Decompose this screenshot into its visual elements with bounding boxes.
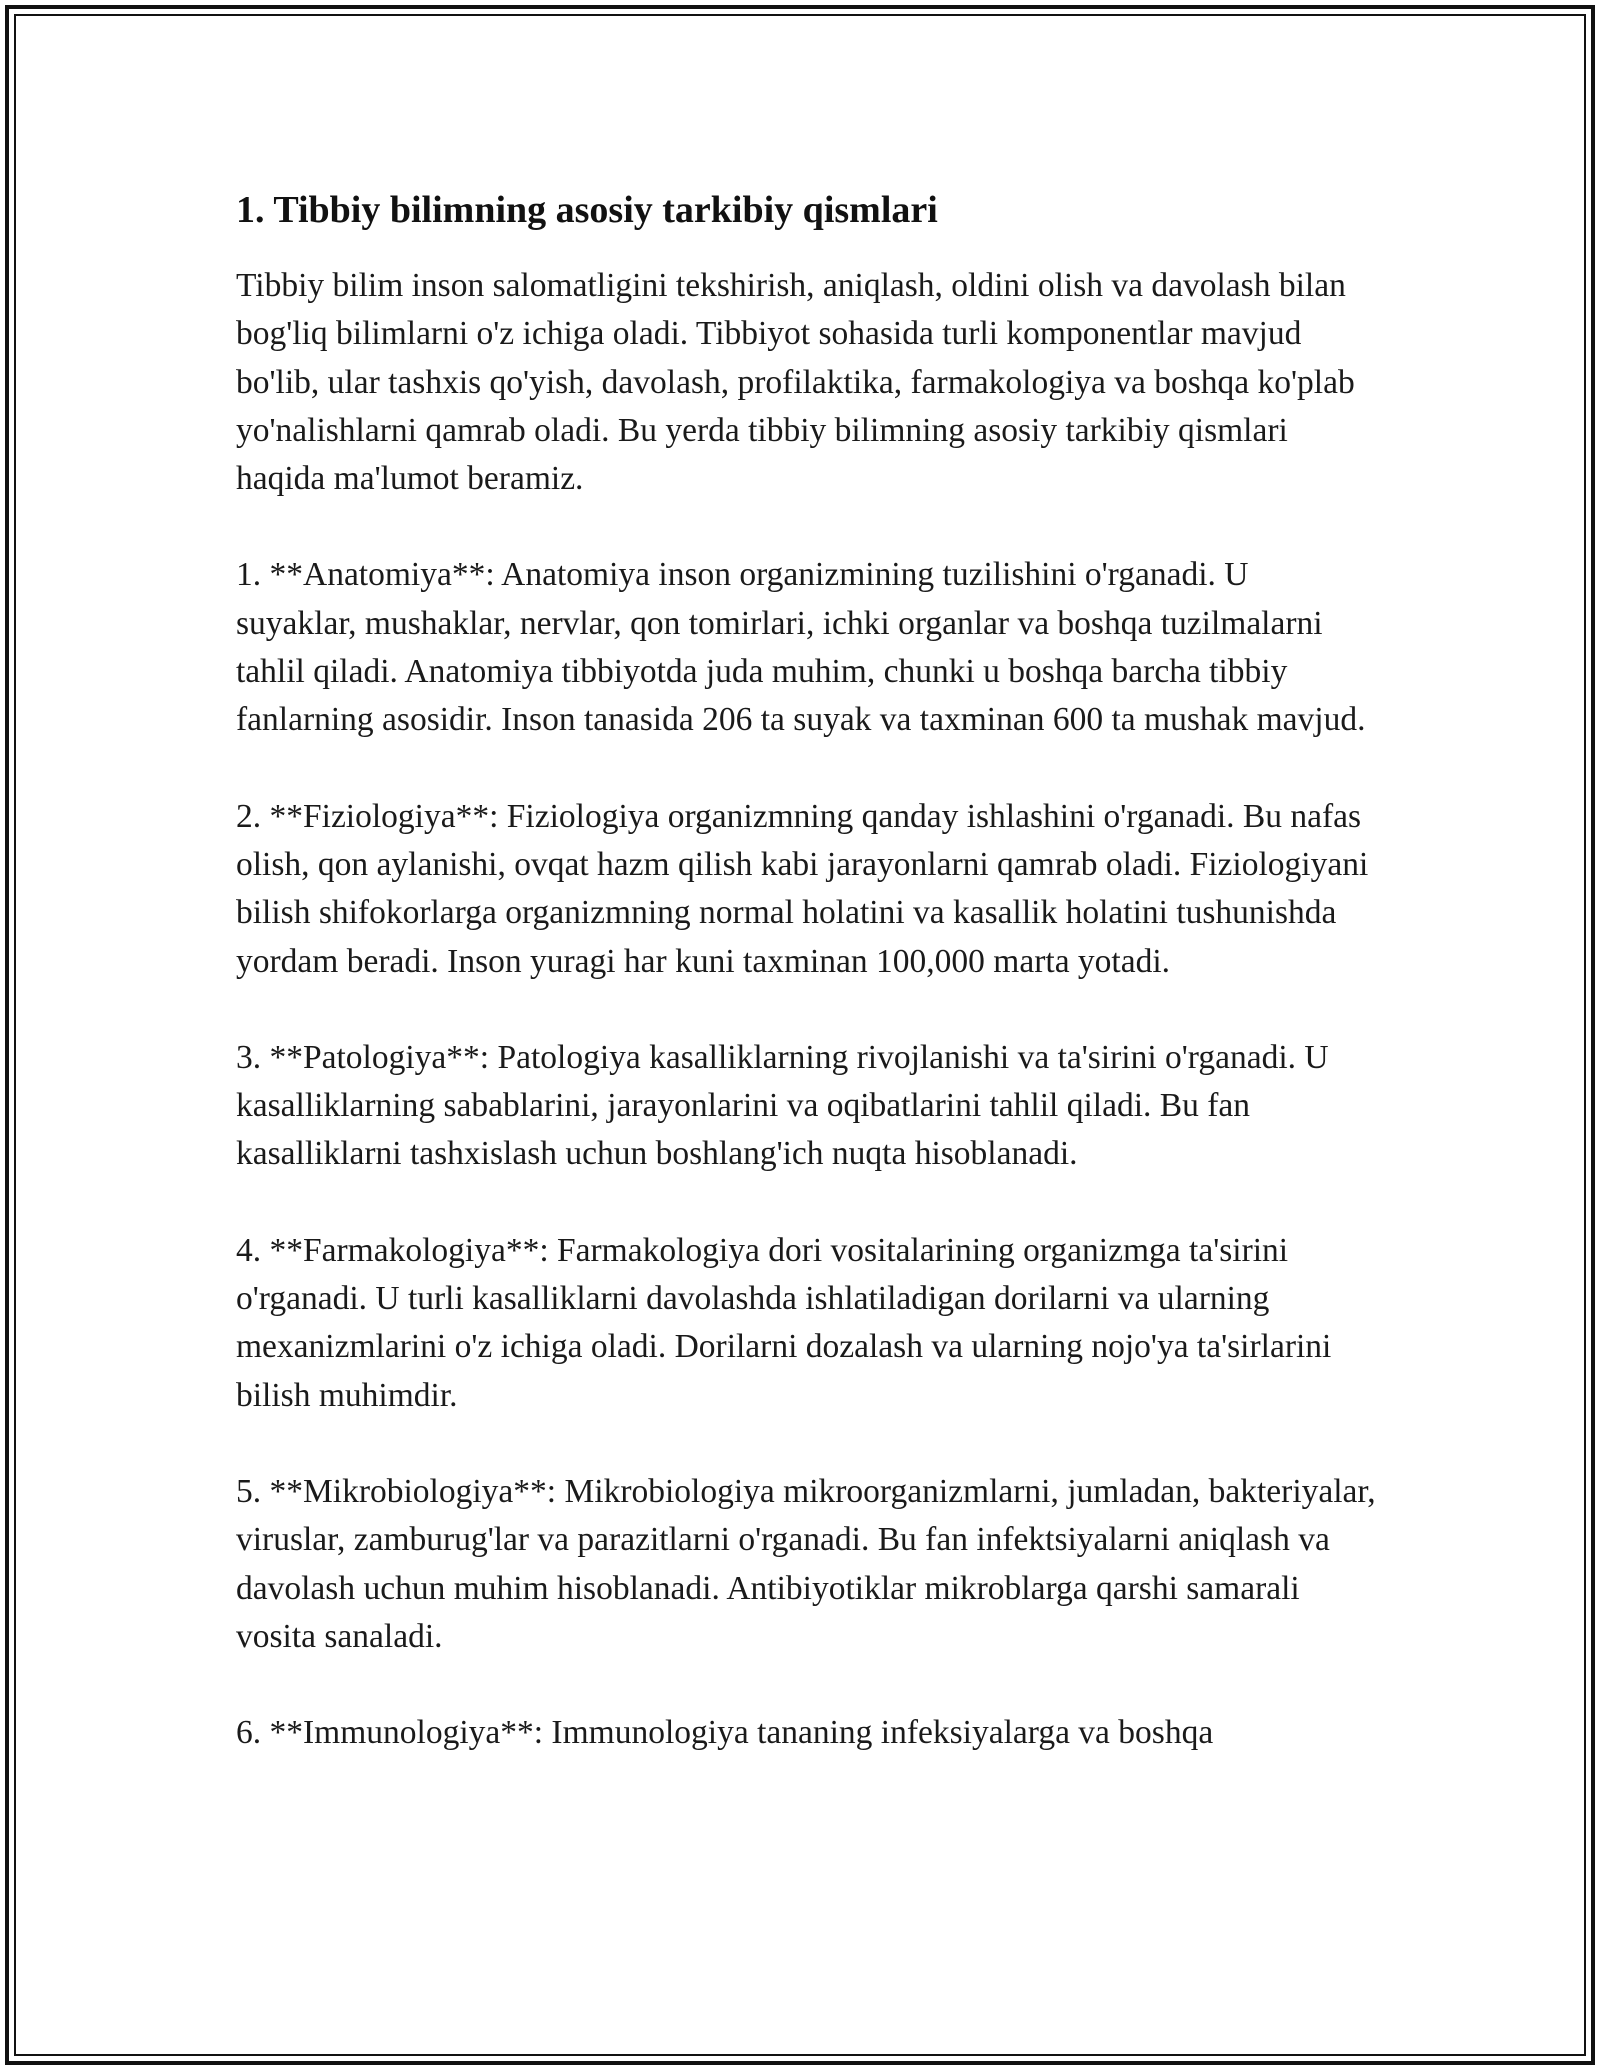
- paragraph-mikrobiologiya: 5. **Mikrobiologiya**: Mikrobiologiya mikroorganizmlarni, jumladan, bakteriyalar, viruslar, zamburug'lar va parazitlarni o'rganadi. Bu fan infektsiyalarni aniqlash va davolash uchun muhim hisoblanadi. Antibiyotiklar mikroblarga qarshi samarali vosita sanaladi.: [236, 1472, 1376, 1655]
- paragraph-anatomiya: 1. **Anatomiya**: Anatomiya inson organizmining tuzilishini o'rganadi. U suyaklar, mushaklar, nervlar, qon tomirlari, ichki organlar va boshqa tuzilmalarni tahlil qiladi. Anatomiya tibbiyotda juda muhim, chunki u boshqa barcha tibbiy fanlarning asosidir. Inson tanasida 206 ta suyak va taxminan 600 ta mushak mavjud.: [236, 556, 1366, 739]
- paragraph-farmakologiya: 4. **Farmakologiya**: Farmakologiya dori vositalarining organizmga ta'sirini o'rganadi. U turli kasalliklarni davolashda ishlatiladigan dorilarni va ularning mexanizmlarini o'z ichiga oladi. Dorilarni dozalash va ularning nojo'ya ta'sirlarini bilish muhimdir.: [236, 1231, 1332, 1414]
- document-body: [236, 186, 1376, 1805]
- section-heading: 1. Tibbiy bilimning asosiy tarkibiy qismlari: [236, 189, 938, 231]
- paragraph-patologiya: 3. **Patologiya**: Patologiya kasalliklarning rivojlanishi va ta'sirini o'rganadi. U kasalliklarning sabablarini, jarayonlarini va oqibatlarini tahlil qiladi. Bu fan kasalliklarni tashxislash uchun boshlang'ich nuqta hisoblanadi.: [236, 1038, 1329, 1173]
- intro-paragraph: Tibbiy bilim inson salomatligini tekshirish, aniqlash, oldini olish va davolash bilan bog'liq bilimlarni o'z ichiga oladi. Tibbiyot sohasida turli komponentlar mavjud bo'lib, ular tashxis qo'yish, davolash, profilaktika, farmakologiya va boshqa ko'plab yo'nalishlarni qamrab oladi. Bu yerda tibbiy bilimning asosiy tarkibiy qismlari haqida ma'lumot beramiz.: [236, 267, 1355, 498]
- paragraph-fiziologiya: 2. **Fiziologiya**: Fiziologiya organizmning qanday ishlashini o'rganadi. Bu nafas olish, qon aylanishi, ovqat hazm qilish kabi jarayonlarni qamrab oladi. Fiziologiyani bilish shifokorlarga organizmning normal holatini va kasallik holatini tushunishda yordam beradi. Inson yuragi har kuni taxminan 100,000 marta yotadi.: [236, 797, 1369, 980]
- paragraph-immunologiya: 6. **Immunologiya**: Immunologiya tananing infeksiyalarga va boshqa: [236, 1714, 1214, 1752]
